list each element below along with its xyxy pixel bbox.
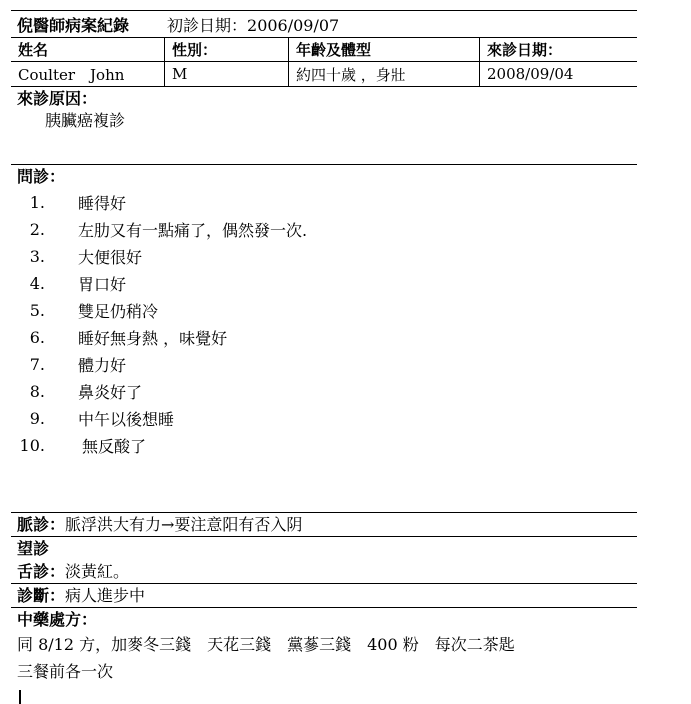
reason-text: 胰臟癌複診 bbox=[45, 111, 126, 130]
item-text: 左肋又有一點痛了，偶然發一次. bbox=[78, 221, 308, 240]
inquiry-list bbox=[11, 189, 637, 459]
diagnosis-text: 病人進步中 bbox=[65, 586, 146, 605]
list-item bbox=[11, 297, 637, 324]
item-number: 5. bbox=[29, 301, 45, 320]
sex-header: 性別： bbox=[165, 38, 289, 62]
tongue-text: 淡黃紅。 bbox=[65, 562, 130, 581]
item-text: 中午以後想睡 bbox=[78, 410, 175, 429]
item-text: 雙足仍稍冷 bbox=[78, 302, 159, 321]
item-text: 鼻炎好了 bbox=[78, 383, 143, 402]
prescription-line-2: 三餐前各一次 bbox=[17, 662, 114, 681]
list-item bbox=[11, 270, 637, 297]
item-text: 體力好 bbox=[78, 356, 127, 375]
item-number: 9. bbox=[29, 409, 45, 428]
patient-name: Coulter John bbox=[11, 62, 165, 86]
visit-date: 2008/09/04 bbox=[487, 65, 574, 83]
list-item bbox=[11, 432, 637, 459]
list-item bbox=[11, 351, 637, 378]
prescription-title-row bbox=[11, 608, 637, 631]
name-header: 姓名 bbox=[11, 38, 165, 62]
list-item bbox=[11, 243, 637, 270]
tongue-label: 舌診： bbox=[17, 562, 66, 581]
reason-title: 來診原因： bbox=[17, 89, 98, 108]
prescription-section bbox=[11, 608, 637, 685]
record-title-row bbox=[11, 10, 637, 38]
item-number: 4. bbox=[29, 274, 45, 293]
first-visit-date: 初診日期：2006/09/07 bbox=[167, 15, 340, 35]
item-text: 胃口好 bbox=[78, 275, 127, 294]
diagnosis-section bbox=[11, 584, 637, 608]
tongue-row bbox=[11, 560, 637, 583]
list-item bbox=[11, 216, 637, 243]
pulse-text: 脈浮洪大有力→要注意阳有否入阴 bbox=[65, 515, 303, 534]
list-item bbox=[11, 378, 637, 405]
diagnosis-label: 診斷： bbox=[17, 586, 66, 605]
item-text: 睡得好 bbox=[78, 194, 127, 213]
item-number: 1. bbox=[29, 193, 45, 212]
observation-label: 望診 bbox=[17, 539, 50, 558]
item-text: 睡好無身熱 ，味覺好 bbox=[78, 329, 228, 348]
item-number: 10. bbox=[19, 436, 45, 455]
list-item bbox=[11, 189, 637, 216]
item-text: 無反酸了 bbox=[82, 437, 147, 456]
patient-sex: M bbox=[165, 62, 289, 86]
pulse-section bbox=[11, 513, 637, 537]
inquiry-title: 問診： bbox=[17, 167, 66, 186]
item-number: 2. bbox=[29, 220, 45, 239]
item-text: 大便很好 bbox=[78, 248, 143, 267]
prescription-line-1: 同 8/12 方，加麥冬三錢 天花三錢 黨蔘三錢 400 粉 每次二茶匙 bbox=[17, 635, 515, 654]
item-number: 7. bbox=[29, 355, 45, 374]
observation-section bbox=[11, 537, 637, 584]
item-number: 8. bbox=[29, 382, 45, 401]
patient-age-build: 約四十歲 ，身壯 bbox=[289, 62, 480, 86]
observation-row bbox=[11, 537, 637, 560]
text-cursor bbox=[19, 690, 21, 704]
record-title: 倪醫師病案紀錄 bbox=[17, 15, 130, 35]
reason-section bbox=[11, 87, 637, 165]
medical-record-sheet bbox=[11, 10, 637, 685]
list-item bbox=[11, 405, 637, 432]
prescription-label: 中藥處方： bbox=[17, 610, 98, 629]
list-item bbox=[11, 324, 637, 351]
age-build-header: 年齡及體型 bbox=[289, 38, 480, 62]
item-number: 6. bbox=[29, 328, 45, 347]
inquiry-section bbox=[11, 165, 637, 513]
visit-date-header: 來診日期： bbox=[480, 38, 637, 62]
item-number: 3. bbox=[29, 247, 45, 266]
patient-info-table bbox=[11, 38, 637, 87]
pulse-label: 脈診： bbox=[17, 515, 66, 534]
